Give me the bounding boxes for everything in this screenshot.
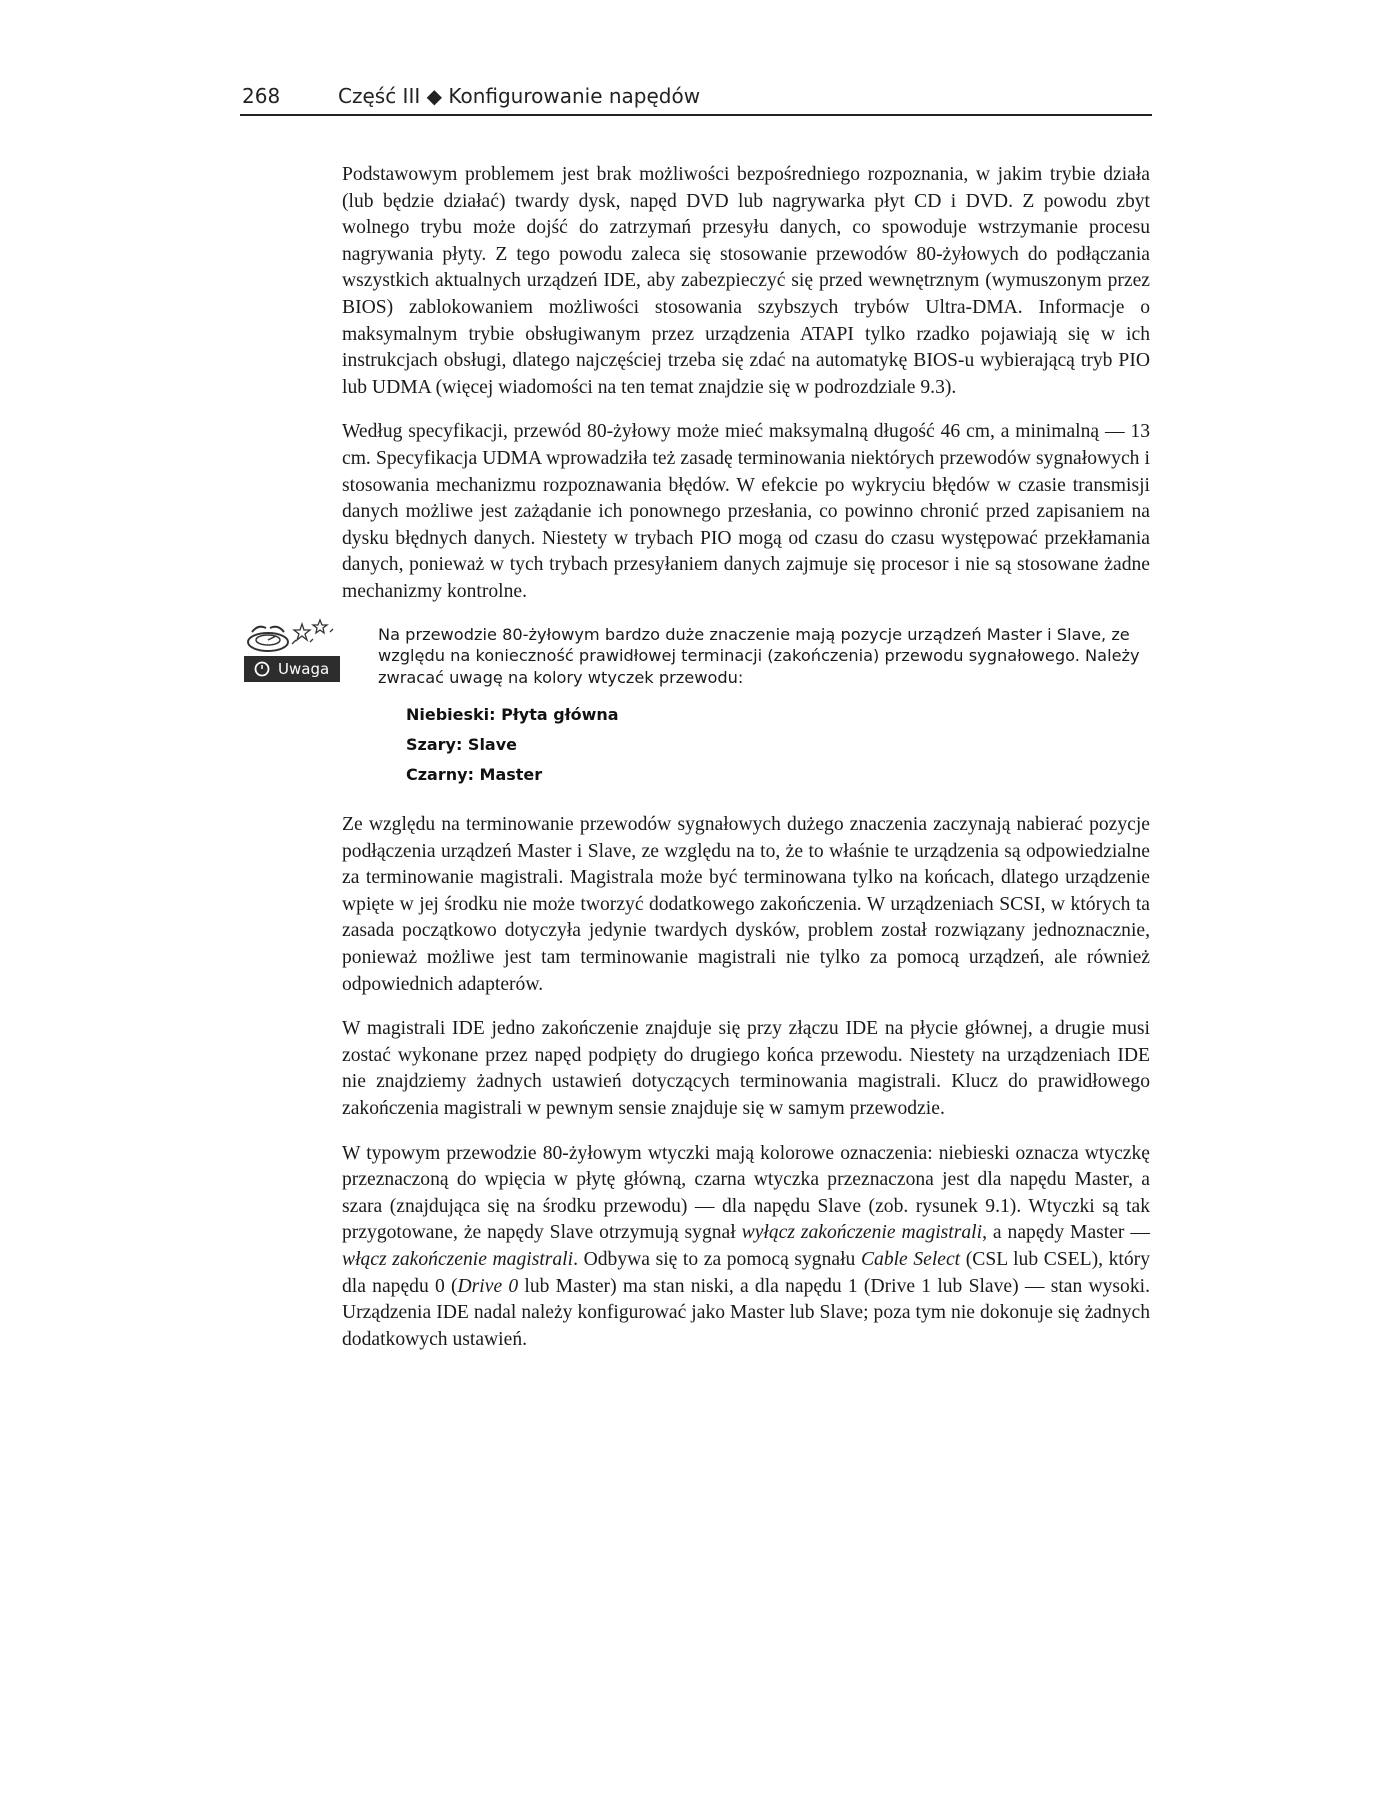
italic-term: Cable Select [860, 1248, 961, 1270]
clock-icon [250, 656, 274, 682]
text-run: lub Master) ma stan niski, a dla napędu 1 (Drive 1 lub Slave) — stan wysoki. Urządzenia IDE nadal należy konfigurować jako Master lub Slave; poza tym nie dokonuje się żadnych dodatkowych ustawień. [342, 1275, 1150, 1350]
note-list-item: Niebieski: Płyta główna [406, 705, 619, 724]
note-label-text: Uwaga [278, 659, 330, 678]
text-run: , a napędy Master — [982, 1222, 1150, 1244]
paragraph-3: Ze względu na terminowanie przewodów sygnałowych dużego znaczenia zaczynają nabierać pozycje podłączenia urządzeń Master i Slave, ze względu na to, że to właśnie te urządzenia są odpowiedzialne za terminowanie magistrali. Magistrala może być terminowana tylko na końcach, dlatego urządzenie wpięte w jej środku nie może tworzyć dodatkowego zakończenia. W urządzeniach SCSI, w których ta zasada początkowo dotyczyła jedynie twardych dysków, problem został rozwiązany jednoznacznie, ponieważ możliwe jest tam terminowanie magistrali nie tylko za pomocą urządzeń, ale również odpowiednich adapterów. [342, 814, 1150, 995]
page-body [278, 162, 1150, 1371]
italic-term: Drive 0 [457, 1275, 519, 1297]
note-list-item: Szary: Slave [406, 735, 518, 754]
paragraph-2: Według specyfikacji, przewód 80-żyłowy może mieć maksymalną długość 46 cm, a minimalną — 13 cm. Specyfikacja UDMA wprowadziła też zasadę terminowania niektórych przewodów sygnałowych i stosowania mechanizmu rozpoznawania błędów. W efekcie po wykryciu błędów w czasie transmisji danych możliwe jest zażądanie ich ponownego przesłania, co powinno chronić przed zapisaniem na dysku błędnych danych. Niestety w trybach PIO mogą od czasu do czasu występować przekłamania danych, ponieważ w tych trybach przesyłaniem danych zajmuje się procesor i nie są stosowane żadne mechanizmy kontrolne. [342, 421, 1150, 602]
italic-term: włącz zakończenie magistrali [342, 1248, 574, 1270]
note-label [244, 656, 340, 682]
running-title: Część III ◆ Konfigurowanie napędów [338, 84, 701, 108]
alarm-clock-icon [244, 618, 340, 658]
paragraph-1: Podstawowym problemem jest brak możliwości bezpośredniego rozpoznania, w jakim trybie działa (lub będzie działać) twardy dysk, napęd DVD lub nagrywarka płyt CD i DVD. Z powodu zbyt wolnego trybu może dojść do zatrzymań przesyłu danych, co spowoduje wstrzymanie procesu nagrywania płyty. Z tego powodu zaleca się stosowanie przewodów 80-żyłowych do podłączania wszystkich aktualnych urządzeń IDE, aby zabezpieczyć się przed wewnętrznym (wymuszonym przez BIOS) zablokowaniem możliwości stosowania szybszych trybów Ultra-DMA. Informacje o maksymalnym trybie obsługiwanym przez urządzenia ATAPI tylko rzadko pojawiają się w ich instrukcjach obsługi, dlatego najczęściej trzeba się zdać na automatykę BIOS-u wybierającą tryb PIO lub UDMA (więcej wiadomości na ten temat znajdzie się w podrozdziale 9.3). [342, 164, 1150, 398]
paragraph-5 [342, 1141, 1150, 1354]
text-run: (CSL lub CSEL), który dla napędu 0 ( [342, 1248, 1150, 1297]
page-header [240, 84, 1152, 116]
note-box [278, 624, 1150, 791]
text-run: W typowym przewodzie 80-żyłowym wtyczki mają kolorowe oznaczenia: niebieski oznacza wtyczkę przeznaczoną do wpięcia w płytę główną, czarna wtyczka przeznaczona jest dla napędu Master, a szara (znajdująca się na środku przewodu) — dla napędu Slave (zob. rysunek 9.1). Wtyczki są tak przygotowane, że napędy Slave otrzymują sygnał [342, 1142, 1150, 1244]
note-list [406, 700, 1150, 790]
text-run: . Odbywa się to za pomocą sygnału [573, 1248, 861, 1270]
italic-term: wyłącz zakończenie magistrali [741, 1222, 983, 1244]
note-list-item: Czarny: Master [406, 765, 543, 784]
note-icon [244, 618, 340, 684]
page-number: 268 [242, 84, 281, 108]
note-text: Na przewodzie 80-żyłowym bardzo duże znaczenie mają pozycje urządzeń Master i Slave, ze względu na konieczność prawidłowej terminacji (zakończenia) przewodu sygnałowego. Należy zwracać uwagę na kolory wtyczek przewodu: [378, 624, 1140, 687]
paragraph-4: W magistrali IDE jedno zakończenie znajduje się przy złączu IDE na płycie głównej, a drugie musi zostać wykonane przez napęd podpięty do drugiego końca przewodu. Niestety na urządzeniach IDE nie znajdziemy żadnych ustawień dotyczących terminowania magistrali. Klucz do prawidłowego zakończenia magistrali w pewnym sensie znajduje się w samym przewodzie. [342, 1018, 1150, 1119]
